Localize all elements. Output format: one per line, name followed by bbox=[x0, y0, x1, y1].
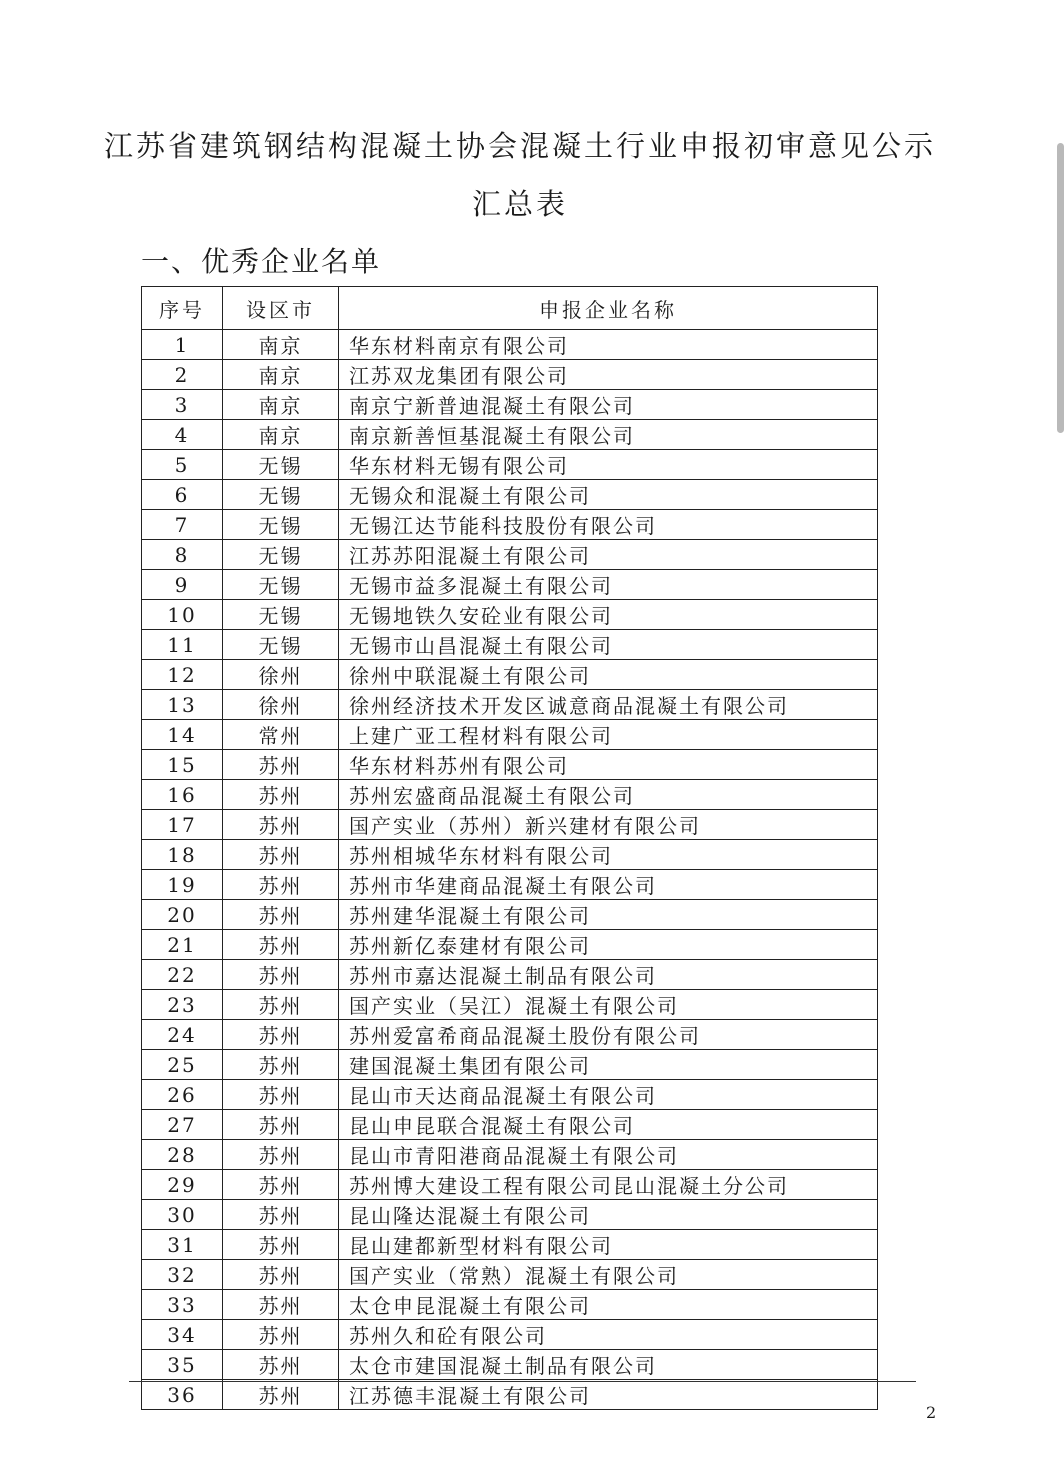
city-cell: 无锡 bbox=[223, 480, 339, 510]
table-body bbox=[142, 330, 878, 1410]
city-cell: 南京 bbox=[223, 420, 339, 450]
serial-number-cell: 23 bbox=[142, 990, 223, 1020]
city-cell: 徐州 bbox=[223, 660, 339, 690]
city-cell: 苏州 bbox=[223, 1050, 339, 1080]
table-row bbox=[142, 1140, 878, 1170]
table-row bbox=[142, 360, 878, 390]
serial-number-cell: 3 bbox=[142, 390, 223, 420]
table-row bbox=[142, 780, 878, 810]
company-name-cell: 徐州经济技术开发区诚意商品混凝土有限公司 bbox=[339, 690, 878, 720]
serial-number-cell: 27 bbox=[142, 1110, 223, 1140]
table-row bbox=[142, 930, 878, 960]
serial-number-cell: 20 bbox=[142, 900, 223, 930]
table-row bbox=[142, 480, 878, 510]
company-name-cell: 昆山市青阳港商品混凝土有限公司 bbox=[339, 1140, 878, 1170]
city-cell: 苏州 bbox=[223, 990, 339, 1020]
company-name-cell: 国产实业（常熟）混凝土有限公司 bbox=[339, 1260, 878, 1290]
serial-number-cell: 31 bbox=[142, 1230, 223, 1260]
company-name-cell: 苏州博大建设工程有限公司昆山混凝土分公司 bbox=[339, 1170, 878, 1200]
header-city: 设区市 bbox=[223, 287, 339, 330]
city-cell: 无锡 bbox=[223, 510, 339, 540]
city-cell: 苏州 bbox=[223, 1170, 339, 1200]
table-row bbox=[142, 450, 878, 480]
table-row bbox=[142, 900, 878, 930]
city-cell: 苏州 bbox=[223, 1140, 339, 1170]
company-name-cell: 无锡地铁久安砼业有限公司 bbox=[339, 600, 878, 630]
table-row bbox=[142, 870, 878, 900]
serial-number-cell: 19 bbox=[142, 870, 223, 900]
city-cell: 苏州 bbox=[223, 900, 339, 930]
city-cell: 苏州 bbox=[223, 1380, 339, 1410]
serial-number-cell: 8 bbox=[142, 540, 223, 570]
table-row bbox=[142, 750, 878, 780]
table-row bbox=[142, 510, 878, 540]
serial-number-cell: 18 bbox=[142, 840, 223, 870]
serial-number-cell: 15 bbox=[142, 750, 223, 780]
serial-number-cell: 35 bbox=[142, 1350, 223, 1380]
company-name-cell: 昆山隆达混凝土有限公司 bbox=[339, 1200, 878, 1230]
page-number: 2 bbox=[926, 1403, 937, 1422]
company-name-cell: 苏州久和砼有限公司 bbox=[339, 1320, 878, 1350]
table-row bbox=[142, 540, 878, 570]
city-cell: 苏州 bbox=[223, 750, 339, 780]
table-row bbox=[142, 990, 878, 1020]
city-cell: 常州 bbox=[223, 720, 339, 750]
company-name-cell: 昆山建都新型材料有限公司 bbox=[339, 1230, 878, 1260]
company-name-cell: 建国混凝土集团有限公司 bbox=[339, 1050, 878, 1080]
document-title-line-2: 汇总表 bbox=[471, 187, 568, 221]
serial-number-cell: 5 bbox=[142, 450, 223, 480]
serial-number-cell: 22 bbox=[142, 960, 223, 990]
company-name-cell: 苏州市华建商品混凝土有限公司 bbox=[339, 870, 878, 900]
city-cell: 苏州 bbox=[223, 1290, 339, 1320]
serial-number-cell: 21 bbox=[142, 930, 223, 960]
company-name-cell: 华东材料苏州有限公司 bbox=[339, 750, 878, 780]
company-name-cell: 无锡江达节能科技股份有限公司 bbox=[339, 510, 878, 540]
company-name-cell: 苏州市嘉达混凝土制品有限公司 bbox=[339, 960, 878, 990]
company-name-cell: 上建广亚工程材料有限公司 bbox=[339, 720, 878, 750]
header-company-name: 申报企业名称 bbox=[339, 287, 878, 330]
city-cell: 苏州 bbox=[223, 1080, 339, 1110]
company-name-cell: 南京新善恒基混凝土有限公司 bbox=[339, 420, 878, 450]
table-row bbox=[142, 420, 878, 450]
serial-number-cell: 34 bbox=[142, 1320, 223, 1350]
city-cell: 苏州 bbox=[223, 840, 339, 870]
city-cell: 徐州 bbox=[223, 690, 339, 720]
company-name-cell: 无锡市益多混凝土有限公司 bbox=[339, 570, 878, 600]
table-row bbox=[142, 720, 878, 750]
table-row bbox=[142, 1170, 878, 1200]
page-bottom-rule bbox=[129, 1381, 916, 1382]
table-row bbox=[142, 1200, 878, 1230]
serial-number-cell: 11 bbox=[142, 630, 223, 660]
table-row bbox=[142, 330, 878, 360]
serial-number-cell: 24 bbox=[142, 1020, 223, 1050]
table-row bbox=[142, 1230, 878, 1260]
city-cell: 苏州 bbox=[223, 1350, 339, 1380]
company-name-cell: 太仓市建国混凝土制品有限公司 bbox=[339, 1350, 878, 1380]
table-header-row bbox=[142, 287, 878, 330]
table-row bbox=[142, 1020, 878, 1050]
city-cell: 苏州 bbox=[223, 780, 339, 810]
company-name-cell: 苏州相城华东材料有限公司 bbox=[339, 840, 878, 870]
company-name-cell: 徐州中联混凝土有限公司 bbox=[339, 660, 878, 690]
serial-number-cell: 33 bbox=[142, 1290, 223, 1320]
table-row bbox=[142, 1320, 878, 1350]
enterprise-table bbox=[141, 286, 878, 1410]
serial-number-cell: 12 bbox=[142, 660, 223, 690]
city-cell: 苏州 bbox=[223, 1230, 339, 1260]
company-name-cell: 江苏苏阳混凝土有限公司 bbox=[339, 540, 878, 570]
serial-number-cell: 28 bbox=[142, 1140, 223, 1170]
table-row bbox=[142, 1350, 878, 1380]
company-name-cell: 无锡众和混凝土有限公司 bbox=[339, 480, 878, 510]
city-cell: 苏州 bbox=[223, 1260, 339, 1290]
company-name-cell: 苏州爱富希商品混凝土股份有限公司 bbox=[339, 1020, 878, 1050]
city-cell: 苏州 bbox=[223, 930, 339, 960]
serial-number-cell: 30 bbox=[142, 1200, 223, 1230]
company-name-cell: 苏州建华混凝土有限公司 bbox=[339, 900, 878, 930]
city-cell: 无锡 bbox=[223, 630, 339, 660]
city-cell: 南京 bbox=[223, 360, 339, 390]
company-name-cell: 江苏德丰混凝土有限公司 bbox=[339, 1380, 878, 1410]
city-cell: 南京 bbox=[223, 390, 339, 420]
table-row bbox=[142, 570, 878, 600]
company-name-cell: 江苏双龙集团有限公司 bbox=[339, 360, 878, 390]
company-name-cell: 昆山市天达商品混凝土有限公司 bbox=[339, 1080, 878, 1110]
serial-number-cell: 36 bbox=[142, 1380, 223, 1410]
company-name-cell: 无锡市山昌混凝土有限公司 bbox=[339, 630, 878, 660]
serial-number-cell: 25 bbox=[142, 1050, 223, 1080]
serial-number-cell: 16 bbox=[142, 780, 223, 810]
table-row bbox=[142, 630, 878, 660]
city-cell: 无锡 bbox=[223, 450, 339, 480]
city-cell: 无锡 bbox=[223, 540, 339, 570]
table-row bbox=[142, 1260, 878, 1290]
city-cell: 苏州 bbox=[223, 1320, 339, 1350]
company-name-cell: 昆山申昆联合混凝土有限公司 bbox=[339, 1110, 878, 1140]
serial-number-cell: 10 bbox=[142, 600, 223, 630]
serial-number-cell: 1 bbox=[142, 330, 223, 360]
table-row bbox=[142, 690, 878, 720]
city-cell: 苏州 bbox=[223, 1020, 339, 1050]
company-name-cell: 南京宁新普迪混凝土有限公司 bbox=[339, 390, 878, 420]
company-name-cell: 苏州宏盛商品混凝土有限公司 bbox=[339, 780, 878, 810]
company-name-cell: 苏州新亿泰建材有限公司 bbox=[339, 930, 878, 960]
table-row bbox=[142, 1080, 878, 1110]
serial-number-cell: 17 bbox=[142, 810, 223, 840]
table-row bbox=[142, 810, 878, 840]
table-row bbox=[142, 1110, 878, 1140]
serial-number-cell: 26 bbox=[142, 1080, 223, 1110]
serial-number-cell: 7 bbox=[142, 510, 223, 540]
table-row bbox=[142, 600, 878, 630]
company-name-cell: 国产实业（苏州）新兴建材有限公司 bbox=[339, 810, 878, 840]
table-row bbox=[142, 390, 878, 420]
city-cell: 苏州 bbox=[223, 1200, 339, 1230]
company-name-cell: 太仓申昆混凝土有限公司 bbox=[339, 1290, 878, 1320]
table-row bbox=[142, 960, 878, 990]
serial-number-cell: 2 bbox=[142, 360, 223, 390]
serial-number-cell: 9 bbox=[142, 570, 223, 600]
document-title-line-1: 江苏省建筑钢结构混凝土协会混凝土行业申报初审意见公示 bbox=[103, 129, 936, 163]
serial-number-cell: 13 bbox=[142, 690, 223, 720]
section-heading: 一、优秀企业名单 bbox=[141, 245, 382, 278]
table-row bbox=[142, 1380, 878, 1410]
city-cell: 南京 bbox=[223, 330, 339, 360]
table-row bbox=[142, 1290, 878, 1320]
city-cell: 苏州 bbox=[223, 960, 339, 990]
city-cell: 苏州 bbox=[223, 1110, 339, 1140]
scrollbar-thumb[interactable] bbox=[1057, 143, 1064, 433]
serial-number-cell: 32 bbox=[142, 1260, 223, 1290]
city-cell: 苏州 bbox=[223, 810, 339, 840]
city-cell: 无锡 bbox=[223, 600, 339, 630]
serial-number-cell: 4 bbox=[142, 420, 223, 450]
table-row bbox=[142, 840, 878, 870]
company-name-cell: 华东材料无锡有限公司 bbox=[339, 450, 878, 480]
company-name-cell: 华东材料南京有限公司 bbox=[339, 330, 878, 360]
company-name-cell: 国产实业（吴江）混凝土有限公司 bbox=[339, 990, 878, 1020]
city-cell: 苏州 bbox=[223, 870, 339, 900]
table-row bbox=[142, 660, 878, 690]
header-serial-number: 序号 bbox=[142, 287, 223, 330]
table-row bbox=[142, 1050, 878, 1080]
serial-number-cell: 6 bbox=[142, 480, 223, 510]
serial-number-cell: 29 bbox=[142, 1170, 223, 1200]
serial-number-cell: 14 bbox=[142, 720, 223, 750]
city-cell: 无锡 bbox=[223, 570, 339, 600]
